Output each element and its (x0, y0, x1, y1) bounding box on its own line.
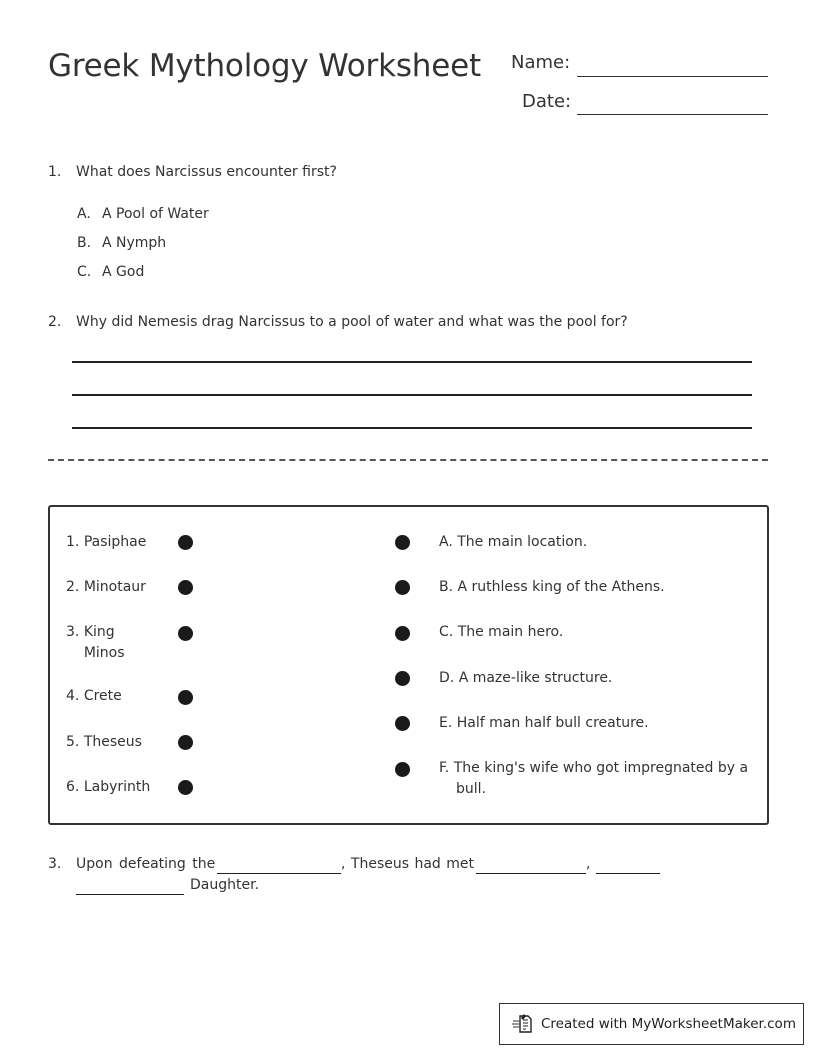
item-text: The main location. (457, 534, 588, 550)
option-text: A Pool of Water (102, 206, 209, 222)
item-letter: E. (439, 715, 453, 731)
match-left-item (66, 577, 146, 598)
fill-blank-4[interactable] (76, 880, 184, 895)
item-letter: D. (439, 670, 455, 686)
match-dot-left[interactable] (178, 535, 193, 550)
match-right-item (439, 713, 754, 734)
answer-line[interactable] (72, 427, 752, 429)
section-divider (48, 459, 768, 461)
item-number: 6. (66, 779, 80, 795)
option-text: A God (102, 264, 145, 280)
item-text: Pasiphae (83, 534, 147, 550)
match-right-item (439, 532, 754, 553)
item-letter: A. (439, 534, 453, 550)
item-text: King Minos (83, 624, 125, 661)
question-text: Why did Nemesis drag Narcissus to a pool of water and what was the pool for? (76, 314, 628, 330)
option-letter: A. (77, 206, 91, 222)
question-number: 2. (48, 314, 62, 330)
name-label: Name: (511, 52, 571, 73)
question-text-part1: Upon defeating the (76, 856, 216, 872)
match-dot-left[interactable] (178, 735, 193, 750)
match-left-item (66, 622, 146, 664)
match-dot-left[interactable] (178, 780, 193, 795)
match-right-item (439, 668, 754, 689)
item-number: 1. (66, 534, 80, 550)
item-text: Theseus (83, 734, 142, 750)
fill-blank-2[interactable] (476, 859, 586, 874)
match-right-item (439, 758, 766, 800)
answer-line[interactable] (72, 361, 752, 363)
match-left-item (66, 777, 150, 798)
item-number: 4. (66, 688, 80, 704)
item-text: The main hero. (457, 624, 564, 640)
item-text: A maze-like structure. (458, 670, 613, 686)
item-text: Crete (83, 688, 122, 704)
item-text: Minotaur (83, 579, 146, 595)
badge-text: Created with MyWorksheetMaker.com (541, 1016, 796, 1032)
item-text: The king's wife who got impregnated by a bull. (453, 760, 749, 797)
option-c[interactable] (77, 264, 377, 284)
question-number: 3. (48, 856, 62, 872)
match-dot-left[interactable] (178, 626, 193, 641)
answer-line[interactable] (72, 394, 752, 396)
match-dot-right[interactable] (395, 580, 410, 595)
option-b[interactable] (77, 235, 377, 255)
match-dot-right[interactable] (395, 535, 410, 550)
match-left-item (66, 732, 142, 753)
match-left-item (66, 686, 122, 707)
item-letter: F. (439, 760, 450, 776)
date-field[interactable] (577, 114, 768, 115)
option-letter: C. (77, 264, 92, 280)
item-text: Labyrinth (83, 779, 151, 795)
name-field[interactable] (577, 76, 768, 77)
question-text: What does Narcissus encounter first? (76, 164, 337, 180)
option-letter: B. (77, 235, 92, 251)
fill-blank-1[interactable] (217, 859, 341, 874)
fill-blank-3[interactable] (596, 859, 660, 874)
option-a[interactable] (77, 206, 377, 226)
question-2 (48, 314, 768, 334)
item-letter: C. (439, 624, 454, 640)
item-text: Half man half bull creature. (456, 715, 649, 731)
match-dot-right[interactable] (395, 626, 410, 641)
item-number: 5. (66, 734, 80, 750)
created-with-badge[interactable] (499, 1003, 804, 1045)
match-dot-left[interactable] (178, 690, 193, 705)
match-dot-right[interactable] (395, 762, 410, 777)
item-number: 3. (66, 624, 80, 640)
match-left-item (66, 532, 146, 553)
item-text: A ruthless king of the Athens. (457, 579, 665, 595)
question-1 (48, 164, 748, 184)
item-number: 2. (66, 579, 80, 595)
match-dot-left[interactable] (178, 580, 193, 595)
match-right-item (439, 577, 754, 598)
page-title: Greek Mythology Worksheet (48, 48, 481, 84)
item-letter: B. (439, 579, 454, 595)
question-number: 1. (48, 164, 62, 180)
match-right-item (439, 622, 754, 643)
match-dot-right[interactable] (395, 671, 410, 686)
question-text-part4: Daughter. (190, 877, 260, 893)
date-label: Date: (522, 91, 572, 112)
question-text-part2: , Theseus had met (341, 856, 474, 872)
question-text-part3: , (586, 856, 591, 872)
question-3 (48, 856, 768, 900)
option-text: A Nymph (102, 235, 167, 251)
worksheet-logo-icon (512, 1013, 534, 1035)
match-dot-right[interactable] (395, 716, 410, 731)
